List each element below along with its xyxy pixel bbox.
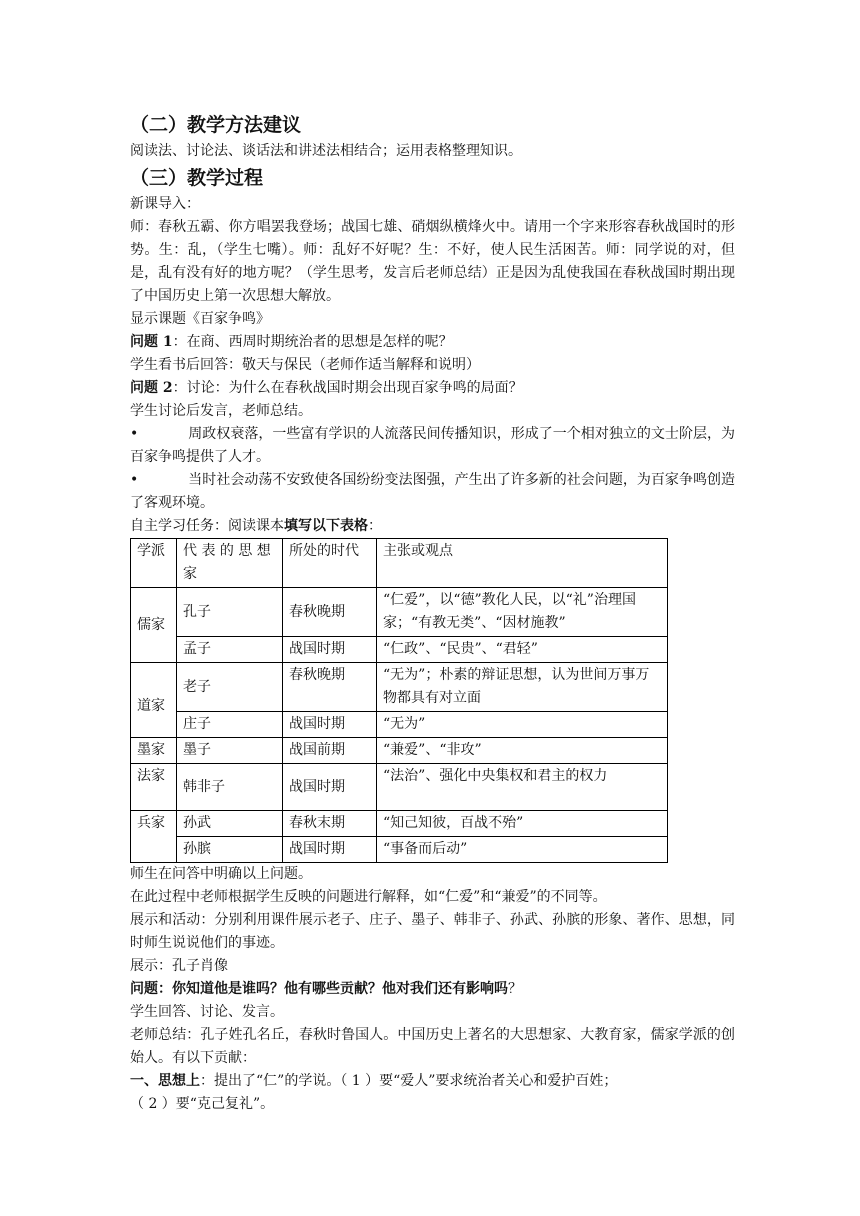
task-prefix: 自主学习任务：阅读课本 — [130, 518, 284, 534]
header-thinker: 代 表 的 思 想 家 — [177, 539, 283, 588]
question-3-answer: 学生回答、讨论、发言。 — [130, 1004, 284, 1020]
view-cell: “仁政”、“民贵”、“君轻” — [377, 637, 668, 663]
question-3 — [130, 978, 735, 1001]
thinker-cell: 孙武 — [177, 811, 283, 837]
thought-label: 一、思想上 — [130, 1073, 200, 1089]
era-cell: 春秋晚期 — [283, 588, 377, 637]
intro-label: 新课导入： — [130, 196, 200, 212]
table-row — [131, 738, 668, 764]
era-cell: 春秋晚期 — [283, 663, 377, 712]
table-row — [131, 712, 668, 738]
thought-line — [130, 1070, 735, 1093]
process-heading: （三）教学过程 — [130, 167, 264, 189]
question-3-label: 问题：你知道他是谁吗？他有哪些贡献？他对我们还有影响吗 — [130, 981, 508, 997]
document-body — [130, 110, 735, 1116]
after-table-3: 展示和活动：分别利用课件展示老子、庄子、墨子、韩非子、孙武、孙膑的形象、著作、思想，同时师生说说他们的事迹。 — [130, 912, 735, 951]
view-cell: “无为”；朴素的辩证思想，认为世间万事万物都具有对立面 — [377, 663, 668, 712]
after-table-1: 师生在问答中明确以上问题。 — [130, 866, 312, 882]
school-cell: 墨家 — [131, 738, 177, 764]
view-cell: “无为” — [377, 712, 668, 738]
view-cell: “事备而后动” — [377, 837, 668, 863]
methods-heading: （二）教学方法建议 — [130, 114, 302, 136]
methods-text: 阅读法、讨论法、谈话法和讲述法相结合；运用表格整理知识。 — [130, 143, 522, 159]
table-row — [131, 811, 668, 837]
school-cell: 兵家 — [131, 811, 177, 863]
question-1 — [130, 331, 735, 354]
table-row — [131, 588, 668, 637]
schools-table — [130, 538, 668, 863]
teacher-summary: 老师总结：孔子姓孔名丘，春秋时鲁国人。中国历史上著名的大思想家、大教育家，儒家学派的创始人。有以下贡献： — [130, 1027, 735, 1066]
table-header-row — [131, 539, 668, 588]
question-1-text: ：在商、西周时期统治者的思想是怎样的呢？ — [172, 334, 453, 350]
era-cell: 战国时期 — [283, 637, 377, 663]
era-cell: 战国时期 — [283, 764, 377, 811]
era-cell: 战国前期 — [283, 738, 377, 764]
era-cell: 战国时期 — [283, 837, 377, 863]
question-2-label: 问题 2 — [130, 380, 173, 396]
table-row — [131, 663, 668, 712]
view-cell: “仁爱”，以“德”教化人民，以“礼”治理国家；“有教无类”、“因材施教” — [377, 588, 668, 637]
era-cell: 春秋末期 — [283, 811, 377, 837]
intro-text: 师：春秋五霸、你方唱罢我登场；战国七雄、硝烟纵横烽火中。请用一个字来形容春秋战国时的形势。生：乱，（学生七嘴）。师：乱好不好呢？生：不好，使人民生活困苦。师：同学说的对，但是，乱有没有好的地方呢？（学生思考，发言后老师总结）正是因为乱使我国在春秋战国时期出现了中国历史上第一次思想大解放。 — [130, 219, 735, 304]
header-school: 学派 — [131, 539, 177, 588]
thinker-cell: 墨子 — [177, 738, 283, 764]
thinker-cell: 庄子 — [177, 712, 283, 738]
table-row — [131, 637, 668, 663]
after-table-2: 在此过程中老师根据学生反映的问题进行解释，如“仁爱”和“兼爱”的不同等。 — [130, 889, 607, 905]
thinker-cell: 老子 — [177, 663, 283, 712]
question-1-answer: 学生看书后回答：敬天与保民（老师作适当解释和说明） — [130, 357, 480, 373]
table-row — [131, 764, 668, 811]
thinker-cell: 孔子 — [177, 588, 283, 637]
era-cell: 战国时期 — [283, 712, 377, 738]
school-cell: 道家 — [131, 663, 177, 738]
question-3-suffix: ？ — [508, 981, 522, 997]
thought-text: ：提出了“仁”的学说。（ 1 ）要“爱人”要求统治者关心和爱护百姓； — [200, 1073, 618, 1089]
header-era: 所处的时代 — [283, 539, 377, 588]
view-cell: “知己知彼，百战不殆” — [377, 811, 668, 837]
task-suffix: ： — [368, 518, 382, 534]
question-2-text: ：讨论：为什么在春秋战国时期会出现百家争鸣的局面？ — [172, 380, 523, 396]
school-cell: 法家 — [131, 764, 177, 811]
bullet-icon: • — [130, 426, 139, 442]
school-cell: 儒家 — [131, 588, 177, 663]
thought-line-2: （ 2 ）要“克己复礼”。 — [130, 1096, 275, 1112]
bullet-text: 当时社会动荡不安致使各国纷纷变法图强，产生出了许多新的社会问题，为百家争鸣创造了客观环境。 — [130, 472, 735, 511]
header-view: 主张或观点 — [377, 539, 668, 588]
bullet-icon: • — [130, 472, 139, 488]
bullet-text: 周政权衰落，一些富有学识的人流落民间传播知识，形成了一个相对独立的文士阶层，为百家争鸣提供了人才。 — [130, 426, 735, 465]
table-row — [131, 837, 668, 863]
thinker-cell: 孟子 — [177, 637, 283, 663]
show-title: 显示课题《百家争鸣》 — [130, 311, 270, 327]
view-cell: “法治”、强化中央集权和君主的权力 — [377, 764, 668, 811]
bullet-item — [130, 469, 735, 515]
show-portrait: 展示：孔子肖像 — [130, 958, 228, 974]
question-1-label: 问题 1 — [130, 334, 173, 350]
thinker-cell: 孙膑 — [177, 837, 283, 863]
question-2-answer: 学生讨论后发言，老师总结。 — [130, 403, 312, 419]
bullet-item — [130, 423, 735, 469]
task-bold: 填写以下表格 — [284, 518, 368, 534]
question-2 — [130, 377, 735, 400]
view-cell: “兼爱”、“非攻” — [377, 738, 668, 764]
task-line — [130, 515, 735, 538]
thinker-cell: 韩非子 — [177, 764, 283, 811]
